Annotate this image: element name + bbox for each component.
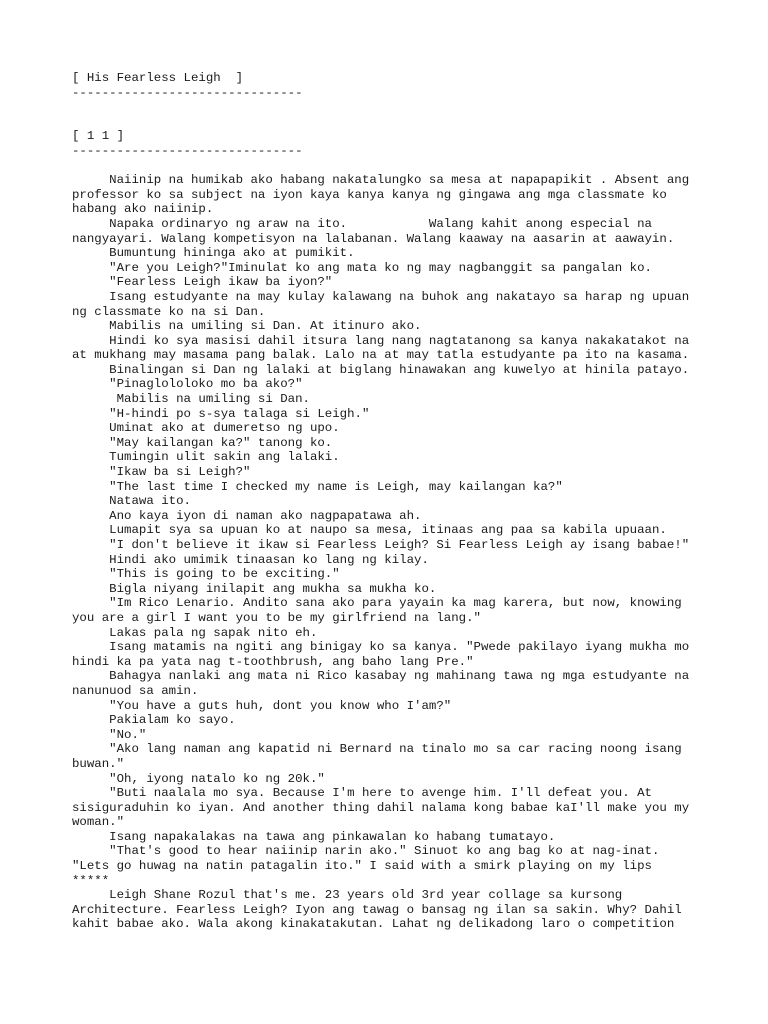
text-line bbox=[72, 100, 732, 115]
text-line: Napaka ordinaryo ng araw na ito. Walang kahit anong especial na bbox=[72, 216, 652, 231]
text-line: Naiinip na humikab ako habang nakatalungko sa mesa at napapapikit . Absent ang bbox=[72, 173, 690, 188]
text-line: Leigh Shane Rozul that's me. 23 years old 3rd year collage sa kursong bbox=[72, 888, 623, 903]
text-line: "Lets go huwag na natin patagalin ito." I said with a smirk playing on my lips bbox=[72, 859, 652, 874]
text-line: buwan." bbox=[72, 756, 125, 771]
text-line: Isang napakalakas na tawa ang pinkawalan ko habang tumatayo. bbox=[72, 829, 556, 844]
text-line: Lumapit sya sa upuan ko at naupo sa mesa, itinaas ang paa sa kabila upuaan. bbox=[72, 523, 667, 538]
text-line: sisiguraduhin ko iyan. And another thing dahil nalama kong babae kaI'll make you my bbox=[72, 800, 690, 815]
text-line: habang ako naiinip. bbox=[72, 202, 214, 217]
text-line: Hindi ako umimik tinaasan ko lang ng kilay. bbox=[72, 552, 429, 567]
text-line: Tumingin ulit sakin ang lalaki. bbox=[72, 450, 340, 465]
text-line: [ 1 1 ] bbox=[72, 129, 125, 144]
text-line: Mabilis na umiling si Dan. At itinuro ako. bbox=[72, 319, 422, 334]
text-line: Natawa ito. bbox=[72, 494, 191, 509]
text-line: ***** bbox=[72, 873, 110, 888]
text-line: "The last time I checked my name is Leigh, may kailangan ka?" bbox=[72, 479, 563, 494]
text-line: Architecture. Fearless Leigh? Iyon ang tawag o bansag ng ilan sa sakin. Why? Dahil bbox=[72, 902, 682, 917]
text-line: "Buti naalala mo sya. Because I'm here to avenge him. I'll defeat you. At bbox=[72, 786, 652, 801]
text-line: "Pinaglololoko mo ba ako?" bbox=[72, 377, 303, 392]
text-line: Lakas pala ng sapak nito eh. bbox=[72, 625, 318, 640]
text-line: Isang matamis na ngiti ang binigay ko sa kanya. "Pwede pakilayo iyang mukha mo bbox=[72, 640, 690, 655]
text-line: nangyayari. Walang kompetisyon na lalabanan. Walang kaaway na aasarin at aawayin. bbox=[72, 231, 675, 246]
text-line: "No." bbox=[72, 727, 147, 742]
text-line: professor ko sa subject na iyon kaya kanya kanya ng gingawa ang mga classmate ko bbox=[72, 187, 667, 202]
text-line: hindi ka pa yata nag t-toothbrush, ang baho lang Pre." bbox=[72, 654, 474, 669]
text-line: Bumuntung hininga ako at pumikit. bbox=[72, 246, 355, 261]
text-line: "That's good to hear naiinip narin ako." Sinuot ko ang bag ko at nag-inat. bbox=[72, 844, 660, 859]
text-line: "Oh, iyong natalo ko ng 20k." bbox=[72, 771, 325, 786]
text-line: ng classmate ko na si Dan. bbox=[72, 304, 266, 319]
text-line: [ His Fearless Leigh ] bbox=[72, 71, 244, 85]
text-line: "This is going to be exciting." bbox=[72, 567, 340, 582]
text-line: "Im Rico Lenario. Andito sana ako para yayain ka mag karera, but now, knowing bbox=[72, 596, 682, 611]
text-line: "Ako lang naman ang kapatid ni Bernard na tinalo mo sa car racing noong isang bbox=[72, 742, 682, 757]
text-line: "I don't believe it ikaw si Fearless Leigh? Si Fearless Leigh ay isang babae!" bbox=[72, 538, 690, 552]
text-line: Uminat ako at dumeretso ng upo. bbox=[72, 421, 340, 436]
text-line: Mabilis na umiling si Dan. bbox=[72, 392, 310, 407]
text-line: "Fearless Leigh ikaw ba iyon?" bbox=[72, 275, 333, 290]
text-line: at mukhang may masama pang balak. Lalo na at may tatla estudyante pa ito na kasama. bbox=[72, 348, 690, 363]
text-line: Bigla niyang inilapit ang mukha sa mukha ko. bbox=[72, 581, 437, 596]
text-line: ------------------------------- bbox=[72, 85, 303, 100]
text-line: "Ikaw ba si Leigh?" bbox=[72, 465, 251, 480]
text-line: "Are you Leigh?"Iminulat ko ang mata ko ng may nagbanggit sa pangalan ko. bbox=[72, 260, 652, 275]
text-line: "May kailangan ka?" tanong ko. bbox=[72, 435, 333, 450]
document-page bbox=[72, 71, 732, 932]
text-line: Pakialam ko sayo. bbox=[72, 713, 236, 728]
text-line: ------------------------------- bbox=[72, 143, 303, 158]
text-line bbox=[72, 115, 732, 130]
text-line: Binalingan si Dan ng lalaki at biglang hinawakan ang kuwelyo at hinila patayo. bbox=[72, 362, 690, 377]
text-line: Ano kaya iyon di naman ako nagpapatawa ah. bbox=[72, 508, 422, 523]
text-line: you are a girl I want you to be my girlfriend na lang." bbox=[72, 610, 481, 625]
text-line bbox=[72, 159, 732, 174]
text-line: woman." bbox=[72, 815, 125, 830]
text-line: kahit babae ako. Wala akong kinakatakutan. Lahat ng delikadong laro o competition bbox=[72, 917, 675, 932]
text-line: "You have a guts huh, dont you know who I'am?" bbox=[72, 698, 452, 713]
text-line: Isang estudyante na may kulay kalawang na buhok ang nakatayo sa harap ng upuan bbox=[72, 289, 690, 304]
text-line: Hindi ko sya masisi dahil itsura lang nang nagtatanong sa kanya nakakatakot na bbox=[72, 333, 690, 348]
text-line: nanunuod sa amin. bbox=[72, 683, 199, 698]
text-line: Bahagya nanlaki ang mata ni Rico kasabay ng mahinang tawa ng mga estudyante na bbox=[72, 669, 690, 684]
text-line: "H-hindi po s-sya talaga si Leigh." bbox=[72, 406, 370, 421]
